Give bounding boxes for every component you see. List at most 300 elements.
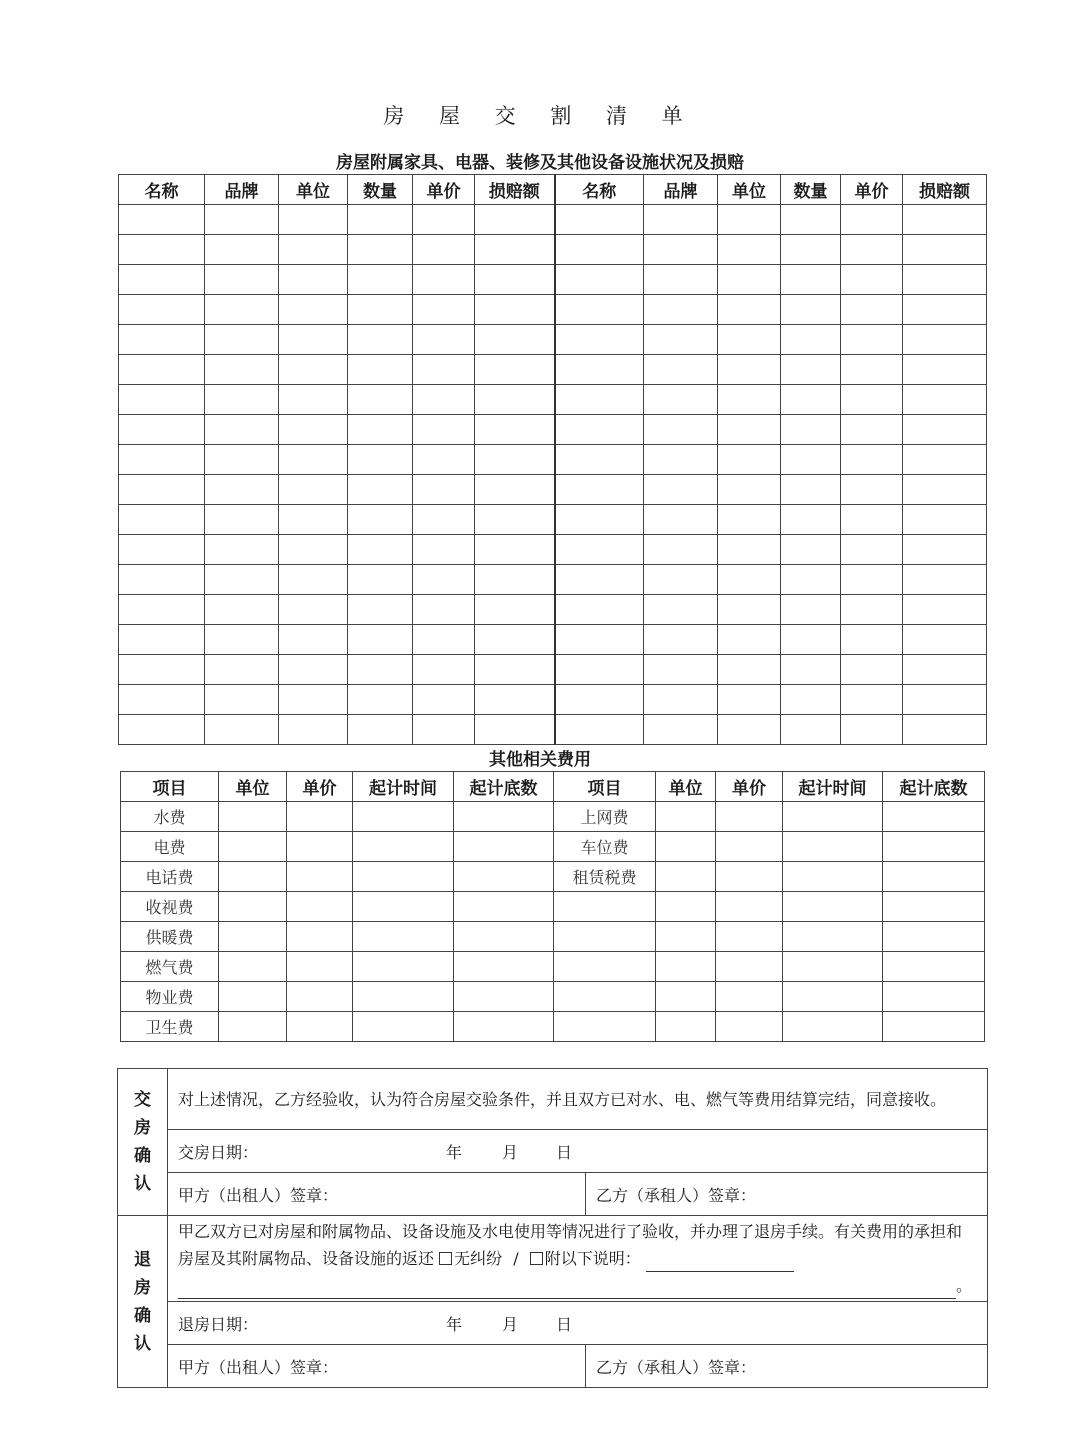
blank-cell[interactable] <box>841 505 903 535</box>
blank-cell[interactable] <box>555 565 644 595</box>
blank-cell[interactable] <box>205 505 279 535</box>
blank-cell[interactable] <box>353 982 454 1012</box>
blank-cell[interactable] <box>205 475 279 505</box>
blank-cell[interactable] <box>716 1012 783 1042</box>
blank-cell[interactable] <box>555 625 644 655</box>
blank-cell[interactable] <box>644 625 718 655</box>
blank-cell[interactable] <box>279 385 348 415</box>
blank-cell[interactable] <box>718 325 781 355</box>
blank-cell[interactable] <box>454 952 554 982</box>
blank-cell[interactable] <box>555 655 644 685</box>
blank-cell[interactable] <box>475 445 555 475</box>
blank-cell[interactable] <box>348 295 413 325</box>
blank-cell[interactable] <box>475 385 555 415</box>
blank-cell[interactable] <box>656 892 716 922</box>
blank-cell[interactable] <box>841 415 903 445</box>
blank-cell[interactable] <box>718 295 781 325</box>
blank-cell[interactable] <box>883 952 985 982</box>
blank-cell[interactable] <box>903 445 987 475</box>
table-row <box>119 355 987 385</box>
blank-cell[interactable] <box>454 1012 554 1042</box>
blank-cell[interactable] <box>205 385 279 415</box>
blank-cell[interactable] <box>716 952 783 982</box>
blank-cell[interactable] <box>883 862 985 892</box>
blank-cell[interactable] <box>903 265 987 295</box>
blank-cell[interactable] <box>644 535 718 565</box>
blank-cell[interactable] <box>841 565 903 595</box>
blank-cell[interactable] <box>903 325 987 355</box>
blank-cell[interactable] <box>781 415 841 445</box>
blank-cell[interactable] <box>413 565 475 595</box>
blank-cell[interactable] <box>656 832 716 862</box>
blank-cell[interactable] <box>348 595 413 625</box>
blank-cell[interactable] <box>287 922 353 952</box>
table-row <box>119 565 987 595</box>
blank-cell[interactable] <box>205 235 279 265</box>
blank-cell[interactable] <box>644 415 718 445</box>
blank-cell[interactable] <box>348 505 413 535</box>
blank-cell[interactable] <box>413 535 475 565</box>
blank-cell[interactable] <box>119 565 205 595</box>
blank-cell[interactable] <box>903 685 987 715</box>
blank-cell[interactable] <box>348 265 413 295</box>
blank-cell[interactable] <box>781 715 841 745</box>
blank-cell[interactable] <box>555 535 644 565</box>
blank-cell[interactable] <box>555 385 644 415</box>
fee-item-right <box>554 982 656 1012</box>
blank-cell[interactable] <box>287 982 353 1012</box>
blank-cell[interactable] <box>783 952 883 982</box>
blank-cell[interactable] <box>279 535 348 565</box>
blank-cell[interactable] <box>644 295 718 325</box>
blank-cell[interactable] <box>353 892 454 922</box>
blank-cell[interactable] <box>119 235 205 265</box>
blank-cell[interactable] <box>219 922 287 952</box>
blank-cell[interactable] <box>783 832 883 862</box>
blank-cell[interactable] <box>555 295 644 325</box>
blank-cell[interactable] <box>279 295 348 325</box>
blank-cell[interactable] <box>656 1012 716 1042</box>
blank-cell[interactable] <box>781 535 841 565</box>
blank-cell[interactable] <box>718 625 781 655</box>
blank-cell[interactable] <box>841 475 903 505</box>
blank-cell[interactable] <box>883 802 985 832</box>
blank-cell[interactable] <box>219 802 287 832</box>
blank-cell[interactable] <box>718 415 781 445</box>
header-cell: 单价 <box>716 772 783 802</box>
blank-cell[interactable] <box>413 475 475 505</box>
blank-cell[interactable] <box>718 475 781 505</box>
blank-cell[interactable] <box>413 385 475 415</box>
blank-cell[interactable] <box>413 625 475 655</box>
blank-cell[interactable] <box>718 445 781 475</box>
blank-cell[interactable] <box>903 295 987 325</box>
blank-cell[interactable] <box>555 685 644 715</box>
blank-cell[interactable] <box>783 892 883 922</box>
blank-cell[interactable] <box>644 715 718 745</box>
blank-cell[interactable] <box>718 505 781 535</box>
blank-cell[interactable] <box>353 802 454 832</box>
blank-cell[interactable] <box>656 952 716 982</box>
table-row <box>119 595 987 625</box>
blank-cell[interactable] <box>555 595 644 625</box>
blank-cell[interactable] <box>718 565 781 595</box>
blank-cell[interactable] <box>475 685 555 715</box>
blank-cell[interactable] <box>348 685 413 715</box>
blank-cell[interactable] <box>413 295 475 325</box>
blank-cell[interactable] <box>279 355 348 385</box>
blank-cell[interactable] <box>413 445 475 475</box>
blank-cell[interactable] <box>279 505 348 535</box>
blank-cell[interactable] <box>413 325 475 355</box>
blank-cell[interactable] <box>475 595 555 625</box>
blank-cell[interactable] <box>555 265 644 295</box>
blank-cell[interactable] <box>903 475 987 505</box>
blank-cell[interactable] <box>555 355 644 385</box>
blank-cell[interactable] <box>644 235 718 265</box>
blank-cell[interactable] <box>475 265 555 295</box>
blank-cell[interactable] <box>413 415 475 445</box>
handover-label <box>118 1069 168 1216</box>
table-row <box>119 235 987 265</box>
furniture-damage-table <box>118 174 987 745</box>
blank-cell[interactable] <box>475 325 555 355</box>
blank-cell[interactable] <box>781 265 841 295</box>
blank-cell[interactable] <box>454 802 554 832</box>
blank-cell[interactable] <box>716 922 783 952</box>
blank-cell[interactable] <box>119 625 205 655</box>
blank-cell[interactable] <box>348 415 413 445</box>
blank-cell[interactable] <box>348 325 413 355</box>
blank-cell[interactable] <box>205 205 279 235</box>
blank-cell[interactable] <box>718 265 781 295</box>
blank-cell[interactable] <box>219 982 287 1012</box>
blank-cell[interactable] <box>781 475 841 505</box>
blank-cell[interactable] <box>644 565 718 595</box>
blank-cell[interactable] <box>644 265 718 295</box>
blank-cell[interactable] <box>348 715 413 745</box>
blank-cell[interactable] <box>413 715 475 745</box>
checkout-label <box>118 1216 168 1388</box>
blank-cell[interactable] <box>644 325 718 355</box>
blank-cell[interactable] <box>841 295 903 325</box>
blank-cell[interactable] <box>841 655 903 685</box>
blank-cell[interactable] <box>841 535 903 565</box>
blank-cell[interactable] <box>413 505 475 535</box>
blank-cell[interactable] <box>475 625 555 655</box>
blank-cell[interactable] <box>903 655 987 685</box>
blank-cell[interactable] <box>781 205 841 235</box>
blank-cell[interactable] <box>413 355 475 385</box>
blank-cell[interactable] <box>718 235 781 265</box>
blank-cell[interactable] <box>205 325 279 355</box>
blank-cell[interactable] <box>903 385 987 415</box>
blank-cell[interactable] <box>841 235 903 265</box>
blank-cell[interactable] <box>413 235 475 265</box>
blank-cell[interactable] <box>413 205 475 235</box>
handover-party-b-signature: 乙方（承租人）签章： <box>586 1173 988 1216</box>
blank-cell[interactable] <box>644 595 718 625</box>
blank-cell[interactable] <box>841 205 903 235</box>
blank-cell[interactable] <box>903 535 987 565</box>
blank-cell[interactable] <box>656 802 716 832</box>
blank-cell[interactable] <box>475 415 555 445</box>
blank-cell[interactable] <box>903 235 987 265</box>
blank-cell[interactable] <box>903 415 987 445</box>
blank-cell[interactable] <box>119 505 205 535</box>
blank-cell[interactable] <box>119 685 205 715</box>
checkout-day: 日 <box>556 1314 573 1334</box>
blank-cell[interactable] <box>644 655 718 685</box>
blank-cell[interactable] <box>475 475 555 505</box>
blank-cell[interactable] <box>716 982 783 1012</box>
blank-cell[interactable] <box>883 982 985 1012</box>
blank-cell[interactable] <box>781 235 841 265</box>
blank-cell[interactable] <box>119 715 205 745</box>
table-row <box>119 205 987 235</box>
blank-cell[interactable] <box>279 685 348 715</box>
blank-cell[interactable] <box>475 295 555 325</box>
blank-cell[interactable] <box>454 982 554 1012</box>
blank-cell[interactable] <box>279 715 348 745</box>
blank-cell[interactable] <box>119 205 205 235</box>
blank-cell[interactable] <box>644 475 718 505</box>
blank-cell[interactable] <box>781 625 841 655</box>
blank-cell[interactable] <box>883 832 985 862</box>
blank-cell[interactable] <box>353 922 454 952</box>
blank-cell[interactable] <box>841 715 903 745</box>
blank-cell[interactable] <box>119 325 205 355</box>
blank-cell[interactable] <box>718 715 781 745</box>
blank-cell[interactable] <box>718 685 781 715</box>
blank-cell[interactable] <box>348 565 413 595</box>
blank-cell[interactable] <box>555 475 644 505</box>
blank-cell[interactable] <box>348 445 413 475</box>
blank-cell[interactable] <box>781 445 841 475</box>
blank-cell[interactable] <box>353 1012 454 1042</box>
blank-cell[interactable] <box>716 832 783 862</box>
blank-cell[interactable] <box>781 355 841 385</box>
blank-cell[interactable] <box>781 565 841 595</box>
blank-cell[interactable] <box>279 475 348 505</box>
blank-cell[interactable] <box>279 625 348 655</box>
blank-cell[interactable] <box>555 415 644 445</box>
blank-cell[interactable] <box>287 862 353 892</box>
blank-cell[interactable] <box>205 715 279 745</box>
blank-cell[interactable] <box>287 1012 353 1042</box>
blank-cell[interactable] <box>279 325 348 355</box>
blank-cell[interactable] <box>781 295 841 325</box>
blank-cell[interactable] <box>353 862 454 892</box>
blank-cell[interactable] <box>903 505 987 535</box>
blank-cell[interactable] <box>348 625 413 655</box>
blank-cell[interactable] <box>903 625 987 655</box>
blank-cell[interactable] <box>475 655 555 685</box>
blank-cell[interactable] <box>279 565 348 595</box>
blank-cell[interactable] <box>205 625 279 655</box>
blank-cell[interactable] <box>644 505 718 535</box>
blank-cell[interactable] <box>644 685 718 715</box>
blank-cell[interactable] <box>555 325 644 355</box>
blank-cell[interactable] <box>279 415 348 445</box>
blank-cell[interactable] <box>119 385 205 415</box>
note-blank-line[interactable] <box>178 1276 956 1299</box>
blank-cell[interactable] <box>119 415 205 445</box>
blank-cell[interactable] <box>783 982 883 1012</box>
blank-cell[interactable] <box>644 385 718 415</box>
blank-cell[interactable] <box>841 595 903 625</box>
blank-cell[interactable] <box>348 535 413 565</box>
blank-cell[interactable] <box>656 922 716 952</box>
blank-cell[interactable] <box>279 595 348 625</box>
blank-cell[interactable] <box>205 265 279 295</box>
blank-cell[interactable] <box>644 355 718 385</box>
blank-cell[interactable] <box>656 982 716 1012</box>
blank-cell[interactable] <box>783 922 883 952</box>
blank-cell[interactable] <box>205 565 279 595</box>
blank-cell[interactable] <box>718 655 781 685</box>
blank-cell[interactable] <box>718 595 781 625</box>
blank-cell[interactable] <box>119 535 205 565</box>
blank-cell[interactable] <box>555 205 644 235</box>
blank-cell[interactable] <box>718 385 781 415</box>
blank-cell[interactable] <box>205 655 279 685</box>
blank-cell[interactable] <box>287 802 353 832</box>
blank-cell[interactable] <box>656 862 716 892</box>
blank-cell[interactable] <box>287 952 353 982</box>
header-cell: 数量 <box>348 175 413 205</box>
blank-cell[interactable] <box>454 922 554 952</box>
blank-cell[interactable] <box>348 355 413 385</box>
blank-cell[interactable] <box>205 355 279 385</box>
blank-cell[interactable] <box>781 325 841 355</box>
blank-cell[interactable] <box>555 715 644 745</box>
blank-cell[interactable] <box>903 595 987 625</box>
blank-cell[interactable] <box>287 832 353 862</box>
note-blank-line[interactable] <box>646 1253 794 1272</box>
blank-cell[interactable] <box>413 265 475 295</box>
blank-cell[interactable] <box>119 475 205 505</box>
blank-cell[interactable] <box>841 625 903 655</box>
blank-cell[interactable] <box>353 952 454 982</box>
blank-cell[interactable] <box>841 385 903 415</box>
blank-cell[interactable] <box>903 205 987 235</box>
blank-cell[interactable] <box>718 355 781 385</box>
blank-cell[interactable] <box>279 235 348 265</box>
blank-cell[interactable] <box>454 862 554 892</box>
blank-cell[interactable] <box>219 952 287 982</box>
blank-cell[interactable] <box>883 1012 985 1042</box>
blank-cell[interactable] <box>119 265 205 295</box>
blank-cell[interactable] <box>205 595 279 625</box>
blank-cell[interactable] <box>287 892 353 922</box>
blank-cell[interactable] <box>413 655 475 685</box>
blank-cell[interactable] <box>205 685 279 715</box>
blank-cell[interactable] <box>219 862 287 892</box>
checkout-year: 年 <box>446 1314 463 1334</box>
blank-cell[interactable] <box>475 505 555 535</box>
blank-cell[interactable] <box>841 355 903 385</box>
blank-cell[interactable] <box>353 832 454 862</box>
blank-cell[interactable] <box>841 325 903 355</box>
blank-cell[interactable] <box>348 205 413 235</box>
blank-cell[interactable] <box>781 505 841 535</box>
blank-cell[interactable] <box>883 922 985 952</box>
blank-cell[interactable] <box>903 355 987 385</box>
blank-cell[interactable] <box>475 535 555 565</box>
blank-cell[interactable] <box>205 535 279 565</box>
blank-cell[interactable] <box>279 655 348 685</box>
blank-cell[interactable] <box>783 1012 883 1042</box>
blank-cell[interactable] <box>475 235 555 265</box>
blank-cell[interactable] <box>475 565 555 595</box>
blank-cell[interactable] <box>475 715 555 745</box>
blank-cell[interactable] <box>644 205 718 235</box>
blank-cell[interactable] <box>219 892 287 922</box>
blank-cell[interactable] <box>841 265 903 295</box>
blank-cell[interactable] <box>119 655 205 685</box>
blank-cell[interactable] <box>348 655 413 685</box>
blank-cell[interactable] <box>555 505 644 535</box>
blank-cell[interactable] <box>219 832 287 862</box>
blank-cell[interactable] <box>119 445 205 475</box>
blank-cell[interactable] <box>555 445 644 475</box>
blank-cell[interactable] <box>781 655 841 685</box>
blank-cell[interactable] <box>119 355 205 385</box>
blank-cell[interactable] <box>716 892 783 922</box>
blank-cell[interactable] <box>348 385 413 415</box>
table-row <box>119 655 987 685</box>
blank-cell[interactable] <box>475 355 555 385</box>
blank-cell[interactable] <box>781 685 841 715</box>
blank-cell[interactable] <box>718 535 781 565</box>
header-cell: 名称 <box>555 175 644 205</box>
blank-cell[interactable] <box>781 385 841 415</box>
blank-cell[interactable] <box>279 445 348 475</box>
blank-cell[interactable] <box>903 715 987 745</box>
blank-cell[interactable] <box>716 802 783 832</box>
blank-cell[interactable] <box>119 595 205 625</box>
blank-cell[interactable] <box>475 205 555 235</box>
blank-cell[interactable] <box>348 475 413 505</box>
blank-cell[interactable] <box>718 205 781 235</box>
blank-cell[interactable] <box>205 445 279 475</box>
blank-cell[interactable] <box>716 862 783 892</box>
blank-cell[interactable] <box>205 295 279 325</box>
blank-cell[interactable] <box>781 595 841 625</box>
blank-cell[interactable] <box>205 415 279 445</box>
blank-cell[interactable] <box>783 802 883 832</box>
blank-cell[interactable] <box>219 1012 287 1042</box>
attach-note-checkbox[interactable] <box>530 1252 543 1265</box>
no-dispute-checkbox[interactable] <box>439 1252 452 1265</box>
blank-cell[interactable] <box>279 265 348 295</box>
blank-cell[interactable] <box>555 235 644 265</box>
blank-cell[interactable] <box>413 595 475 625</box>
blank-cell[interactable] <box>644 445 718 475</box>
blank-cell[interactable] <box>883 892 985 922</box>
blank-cell[interactable] <box>841 685 903 715</box>
blank-cell[interactable] <box>841 445 903 475</box>
blank-cell[interactable] <box>454 892 554 922</box>
blank-cell[interactable] <box>348 235 413 265</box>
blank-cell[interactable] <box>413 685 475 715</box>
blank-cell[interactable] <box>903 565 987 595</box>
blank-cell[interactable] <box>119 295 205 325</box>
blank-cell[interactable] <box>783 862 883 892</box>
blank-cell[interactable] <box>454 832 554 862</box>
blank-cell[interactable] <box>279 205 348 235</box>
